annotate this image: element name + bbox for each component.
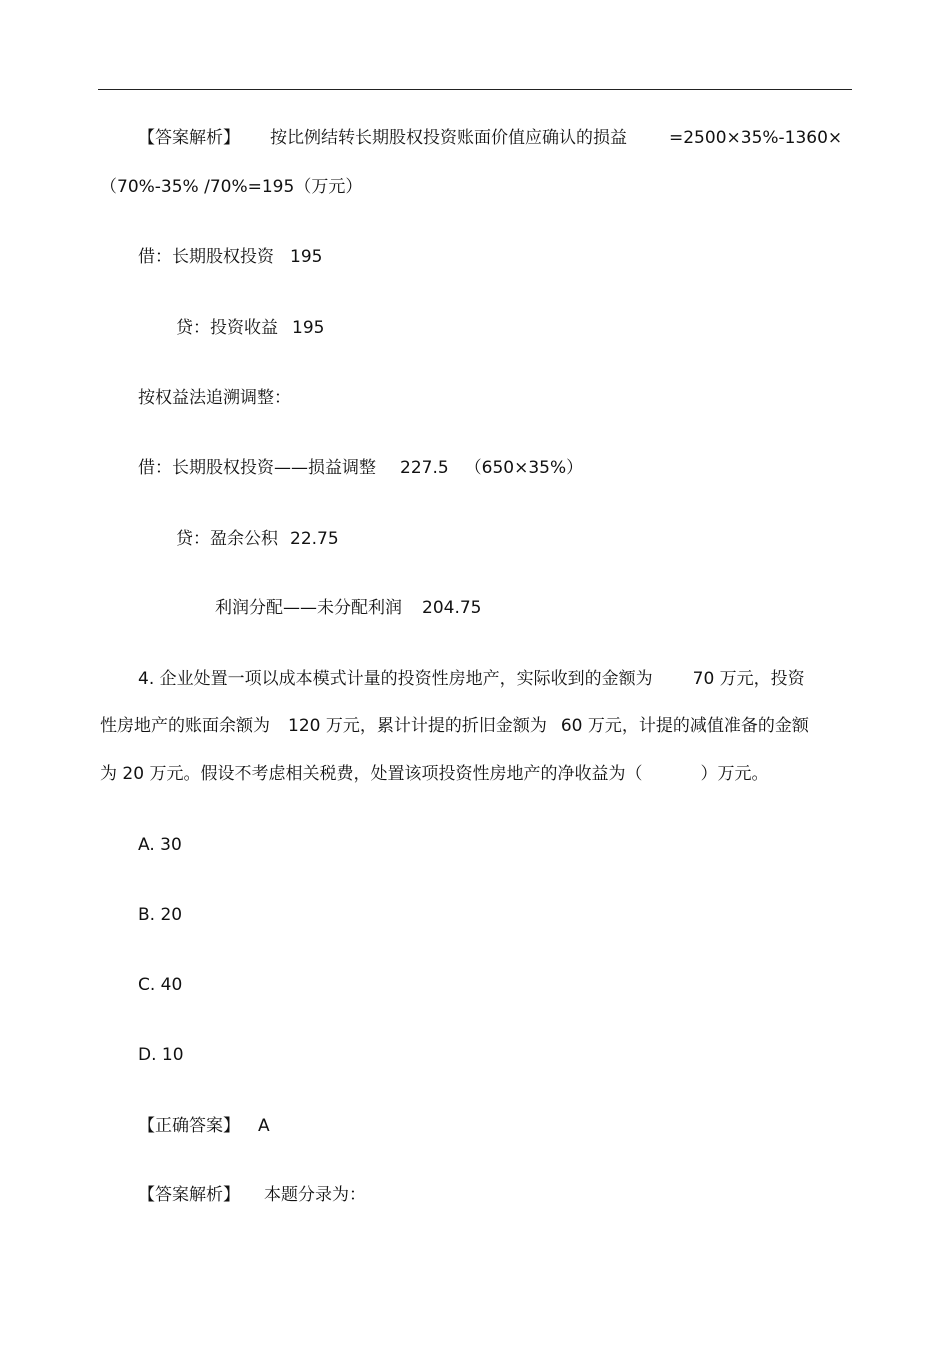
- question-4-text-3b: ）万元。: [700, 764, 769, 784]
- entry2-credit: [176, 528, 339, 550]
- entry2-credit-2: [215, 597, 481, 619]
- question-4-line-3: [100, 763, 768, 785]
- analysis-label: 【答案解析】: [138, 128, 240, 148]
- analysis-text: 按比例结转长期股权投资账面价值应确认的损益: [270, 128, 627, 148]
- analysis-line-1: [138, 127, 842, 149]
- entry1-debit-account: 借：长期股权投资: [138, 247, 274, 267]
- entry2-debit-amount: 227.5: [400, 458, 449, 478]
- correct-answer-label: 【正确答案】: [138, 1116, 240, 1136]
- question-4-text-1b: 70 万元，投资: [692, 669, 805, 689]
- entry2-credit2-amount: 204.75: [422, 598, 482, 618]
- entry1-debit: [138, 246, 322, 268]
- equity-heading: 按权益法追溯调整：: [138, 388, 291, 408]
- analysis-line-2: （70%-35% /70%=195（万元）: [100, 177, 363, 197]
- option-d: D. 10: [138, 1045, 184, 1065]
- correct-answer: [138, 1115, 270, 1137]
- entry2-credit2-account: 利润分配——未分配利润: [215, 598, 402, 618]
- entry1-debit-amount: 195: [290, 247, 323, 267]
- entry2-debit: [138, 457, 583, 479]
- entry1-credit-account: 贷：投资收益: [176, 318, 278, 338]
- question-4-text-3a: 为 20 万元。假设不考虑相关税费，处置该项投资性房地产的净收益为（: [100, 764, 643, 784]
- question-4-text-2c: 60 万元，计提的减值准备的金额: [560, 716, 809, 736]
- entry2-credit-account: 贷：盈余公积: [176, 529, 278, 549]
- entry2-debit-account: 借：长期股权投资——损益调整: [138, 458, 376, 478]
- question-4-line-1: [138, 668, 805, 690]
- analysis-formula: =2500×35%-1360×: [669, 128, 843, 148]
- question-4-text-2b: 120 万元，累计计提的折旧金额为: [288, 716, 547, 736]
- question-4-text-2a: 性房地产的账面余额为: [100, 716, 270, 736]
- option-b: B. 20: [138, 905, 183, 925]
- entry2-credit-amount: 22.75: [290, 529, 339, 549]
- correct-answer-value: A: [258, 1116, 270, 1136]
- entry1-credit-amount: 195: [292, 318, 325, 338]
- analysis-2: [138, 1184, 366, 1206]
- question-4-line-2: [100, 715, 809, 737]
- header-rule: [98, 89, 852, 90]
- option-c: C. 40: [138, 975, 183, 995]
- question-4-text-1a: 4. 企业处置一项以成本模式计量的投资性房地产，实际收到的金额为: [138, 669, 653, 689]
- analysis-2-text: 本题分录为：: [264, 1185, 366, 1205]
- analysis-2-label: 【答案解析】: [138, 1185, 240, 1205]
- entry1-credit: [176, 317, 324, 339]
- option-a: A. 30: [138, 835, 182, 855]
- entry2-debit-note: （650×35%）: [464, 458, 584, 478]
